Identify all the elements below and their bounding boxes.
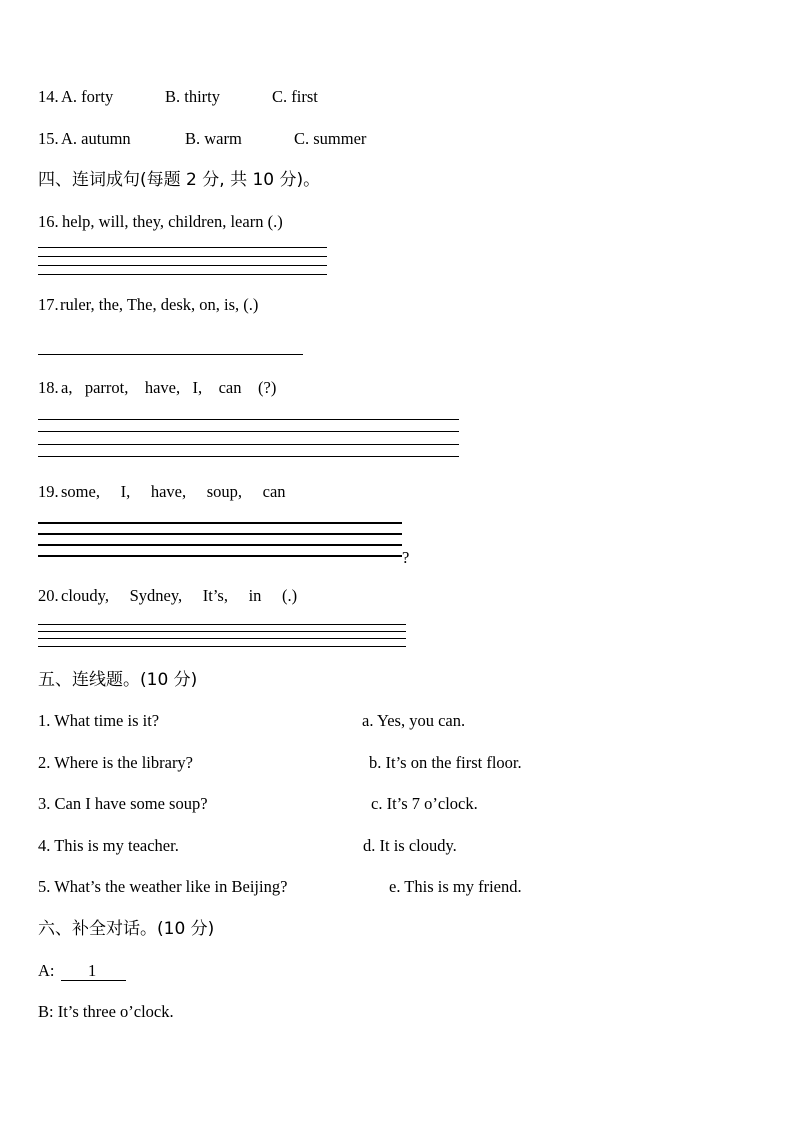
option-c: C. summer: [294, 129, 367, 148]
answer-line[interactable]: [38, 265, 327, 266]
section-4-title: 四、连词成句(每题 2 分, 共 10 分)。: [38, 170, 321, 190]
question-number: 16.: [38, 212, 59, 231]
dialogue-line-b: B: It’s three o’clock.: [38, 1002, 174, 1021]
answer-line[interactable]: [38, 274, 327, 275]
answer-line[interactable]: [38, 456, 459, 457]
match-right-item[interactable]: d. It is cloudy.: [363, 836, 457, 855]
option-a: A. autumn: [61, 129, 131, 148]
section-6-title: 六、补全对话。(10 分): [38, 919, 215, 939]
answer-line[interactable]: [38, 555, 402, 557]
question-text: help, will, they, children, learn (.): [62, 212, 283, 231]
answer-line[interactable]: [38, 533, 402, 535]
answer-line[interactable]: [38, 354, 303, 355]
section-5-title: 五、连线题。(10 分): [38, 670, 198, 690]
match-right-item[interactable]: b. It’s on the first floor.: [369, 753, 522, 772]
question-text: ruler, the, The, desk, on, is, (.): [60, 295, 259, 314]
answer-line[interactable]: [38, 522, 402, 524]
answer-line[interactable]: [38, 431, 459, 432]
question-number: 17.: [38, 295, 59, 314]
match-right-item[interactable]: a. Yes, you can.: [362, 711, 466, 730]
question-number: 15.: [38, 129, 59, 148]
match-right-item[interactable]: e. This is my friend.: [389, 877, 522, 896]
question-number: 19.: [38, 482, 59, 501]
question-text: a, parrot, have, I, can (?): [61, 378, 277, 397]
question-number: 18.: [38, 378, 59, 397]
answer-line[interactable]: [38, 646, 406, 647]
question-number: 14.: [38, 87, 59, 106]
answer-line[interactable]: [38, 256, 327, 257]
match-left-item[interactable]: 1. What time is it?: [38, 711, 160, 730]
answer-line[interactable]: [38, 638, 406, 639]
option-c: C. first: [272, 87, 318, 106]
option-b: B. thirty: [165, 87, 221, 106]
match-left-item[interactable]: 4. This is my teacher.: [38, 836, 179, 855]
answer-line[interactable]: [38, 631, 406, 632]
question-text: some, I, have, soup, can: [61, 482, 286, 501]
option-b: B. warm: [185, 129, 242, 148]
question-text: cloudy, Sydney, It’s, in (.): [61, 586, 298, 605]
answer-line[interactable]: [38, 544, 402, 546]
question-number: 20.: [38, 586, 59, 605]
blank-number: 1: [88, 961, 97, 980]
answer-line[interactable]: [38, 247, 327, 248]
match-left-item[interactable]: 3. Can I have some soup?: [38, 794, 208, 813]
speaker-label: A:: [38, 961, 55, 980]
answer-line[interactable]: [38, 419, 459, 420]
answer-line[interactable]: [38, 624, 406, 625]
match-left-item[interactable]: 2. Where is the library?: [38, 753, 194, 772]
match-right-item[interactable]: c. It’s 7 o’clock.: [371, 794, 478, 813]
end-mark: ?: [402, 548, 410, 567]
match-left-item[interactable]: 5. What’s the weather like in Beijing?: [38, 877, 288, 896]
option-a: A. forty: [61, 87, 114, 106]
answer-line[interactable]: [38, 444, 459, 445]
